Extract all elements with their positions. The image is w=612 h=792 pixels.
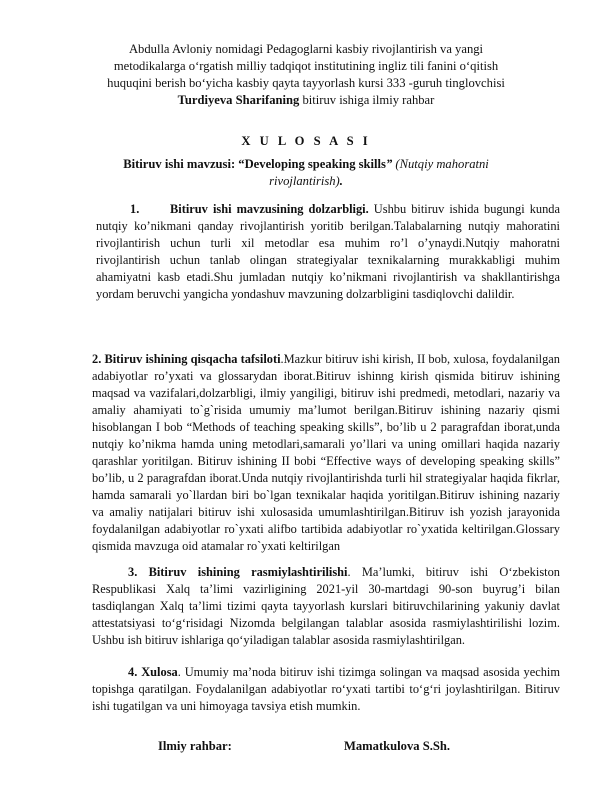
section-2-heading: 2. Bitiruv ishining qisqacha tafsiloti: [92, 352, 281, 366]
topic-translation: (Nutqiy mahoratni: [395, 157, 489, 171]
header-line-2: metodikalarga o‘rgatish milliy tadqiqot institutining ingliz tili fanini o‘qitish: [113, 59, 499, 73]
topic-label: Bitiruv ishi mavzusi: “Developing speaking skills: [123, 157, 386, 171]
section-1-text: Ushbu bitiruv ishida bugungi kunda nutqiy ko’nikmani qanday rivojlantirish yoritib berilgan.Talabalarning nutqiy mahoratini rivojlantirish uchun turli xil metodlar esa muhim ro’l o’ynaydi.Nutqiy mahoratni rivojlantirish uchun tanlab olingan strategiyalar texnikalarning murakkabligi muhim ahamiyatni kasb etadi.Shu jumladan nutqiy ko’nikmani rivojlantirish va shakllantirishga yordam beruvchi yangicha yondashuv mavzuning dolzarbligini tasdiqlovchi dalildir.: [96, 202, 560, 301]
document-title: X U L O S A S I: [241, 134, 371, 148]
header-line-4-rest: bitiruv ishiga ilmiy rahbar: [299, 93, 435, 107]
section-1-number: 1.: [130, 202, 140, 216]
student-name: Turdiyeva Sharifaning: [177, 93, 300, 107]
section-3-heading: 3. Bitiruv ishining rasmiylashtirilishi: [128, 565, 348, 579]
topic-period: .: [339, 174, 343, 188]
section-relevance: [96, 201, 560, 303]
section-4-text: . Umumiy ma’noda bitiruv ishi tizimga solingan va maqsad asosida yechim topishga qaratilgan. Foydalanilgan adabiyotlar ro‘yxati tartibi to‘g‘ri joylashtirilgan. Bitiruv ishi tugatilgan va uni himoyaga tavsiya etish mumkin.: [92, 665, 561, 713]
supervisor-name: Mamatkulova S.Sh.: [344, 739, 451, 753]
header-line-1: Abdulla Avloniy nomidagi Pedagoglarni kasbiy rivojlantirish va yangi: [128, 42, 484, 56]
header-line-3: huquqini berish bo‘yicha kasbiy qayta tayyorlash kursi 333 -guruh tinglovchisi: [107, 76, 505, 90]
supervisor-label: Ilmiy rahbar:: [158, 739, 232, 753]
section-1-heading: Bitiruv ishi mavzusining dolzarbligi.: [170, 202, 369, 216]
section-summary: [92, 351, 560, 555]
thesis-topic: [110, 156, 502, 190]
section-formatting: [92, 564, 560, 649]
topic-translation-end: rivojlantirish): [269, 174, 340, 188]
section-conclusion: [92, 664, 560, 715]
document-header: [80, 41, 532, 109]
section-3-text: . Ma’lumki, bitiruv ishi O‘zbekiston Respublikasi Xalq ta’limi vazirligining 2021-yil 30-martdagi 90-son buyrug’i bilan tasdiqlangan Xalq ta’limi tizimi qayta tayyorlash kurslari bitiruvchilarining yakuniy davlat attestatsiyasi to‘g‘risidagi Nizomda belgilangan talablar asosida rasmiylashtirilishi lozim. Ushbu ish bitiruv ishlariga qo‘yiladigan talablar asosida rasmiylashtirilgan.: [92, 565, 560, 647]
section-2-text: .Mazkur bitiruv ishi kirish, II bob, xulosa, foydalanilgan adabiyotlar ro’yxati va glossarydan iborat.Bitiruv ishinng kirish qismida bitiruv ishining maqsad va vazifalari,dolzarbligi, ilmiy yangiligi, bitiruv ishi predmedi, metodlari, nazariy va amaliy ahamiyati to`g`risida umumiy ma’lumot berilgan.Bitiruv ishining nazariy qismi hisoblangan I bob “Methods of teaching speaking skills”, bo’lib u 2 paragrafdan iborat,unda nutqiy ko’nikma hamda uning metodlari,samarali yo’llari va uning omillari haqida nazariy qarashlar yoritilgan. Bitiruv ishining II bobi “Effective ways of developing speaking skills” bo’lib, u 2 paragrafdan iborat.Unda nutqiy rivojlantirishda turli hil strategiyalar haqida fikrlar, hamda samarali yo`llardan biri bo`lgan texnikalar haqida yoritilgan.Bitiruv ishining nazariy va amaliy natijalari bitiruv ishi xulosasida umumlashtirilgan.Bitiruv ish yozish jarayonida foydalanilgan adabiyotlar ro`yxati alifbo tartibida adabiyotlar ro`yxatida keltirilgan.Glossary qismida mavzuga oid atamalar ro`yxati keltirilgan: [92, 352, 560, 553]
section-4-heading: 4. Xulosa: [128, 665, 178, 679]
header-line-4: [80, 92, 532, 109]
topic-close-quote: ”: [385, 157, 396, 171]
